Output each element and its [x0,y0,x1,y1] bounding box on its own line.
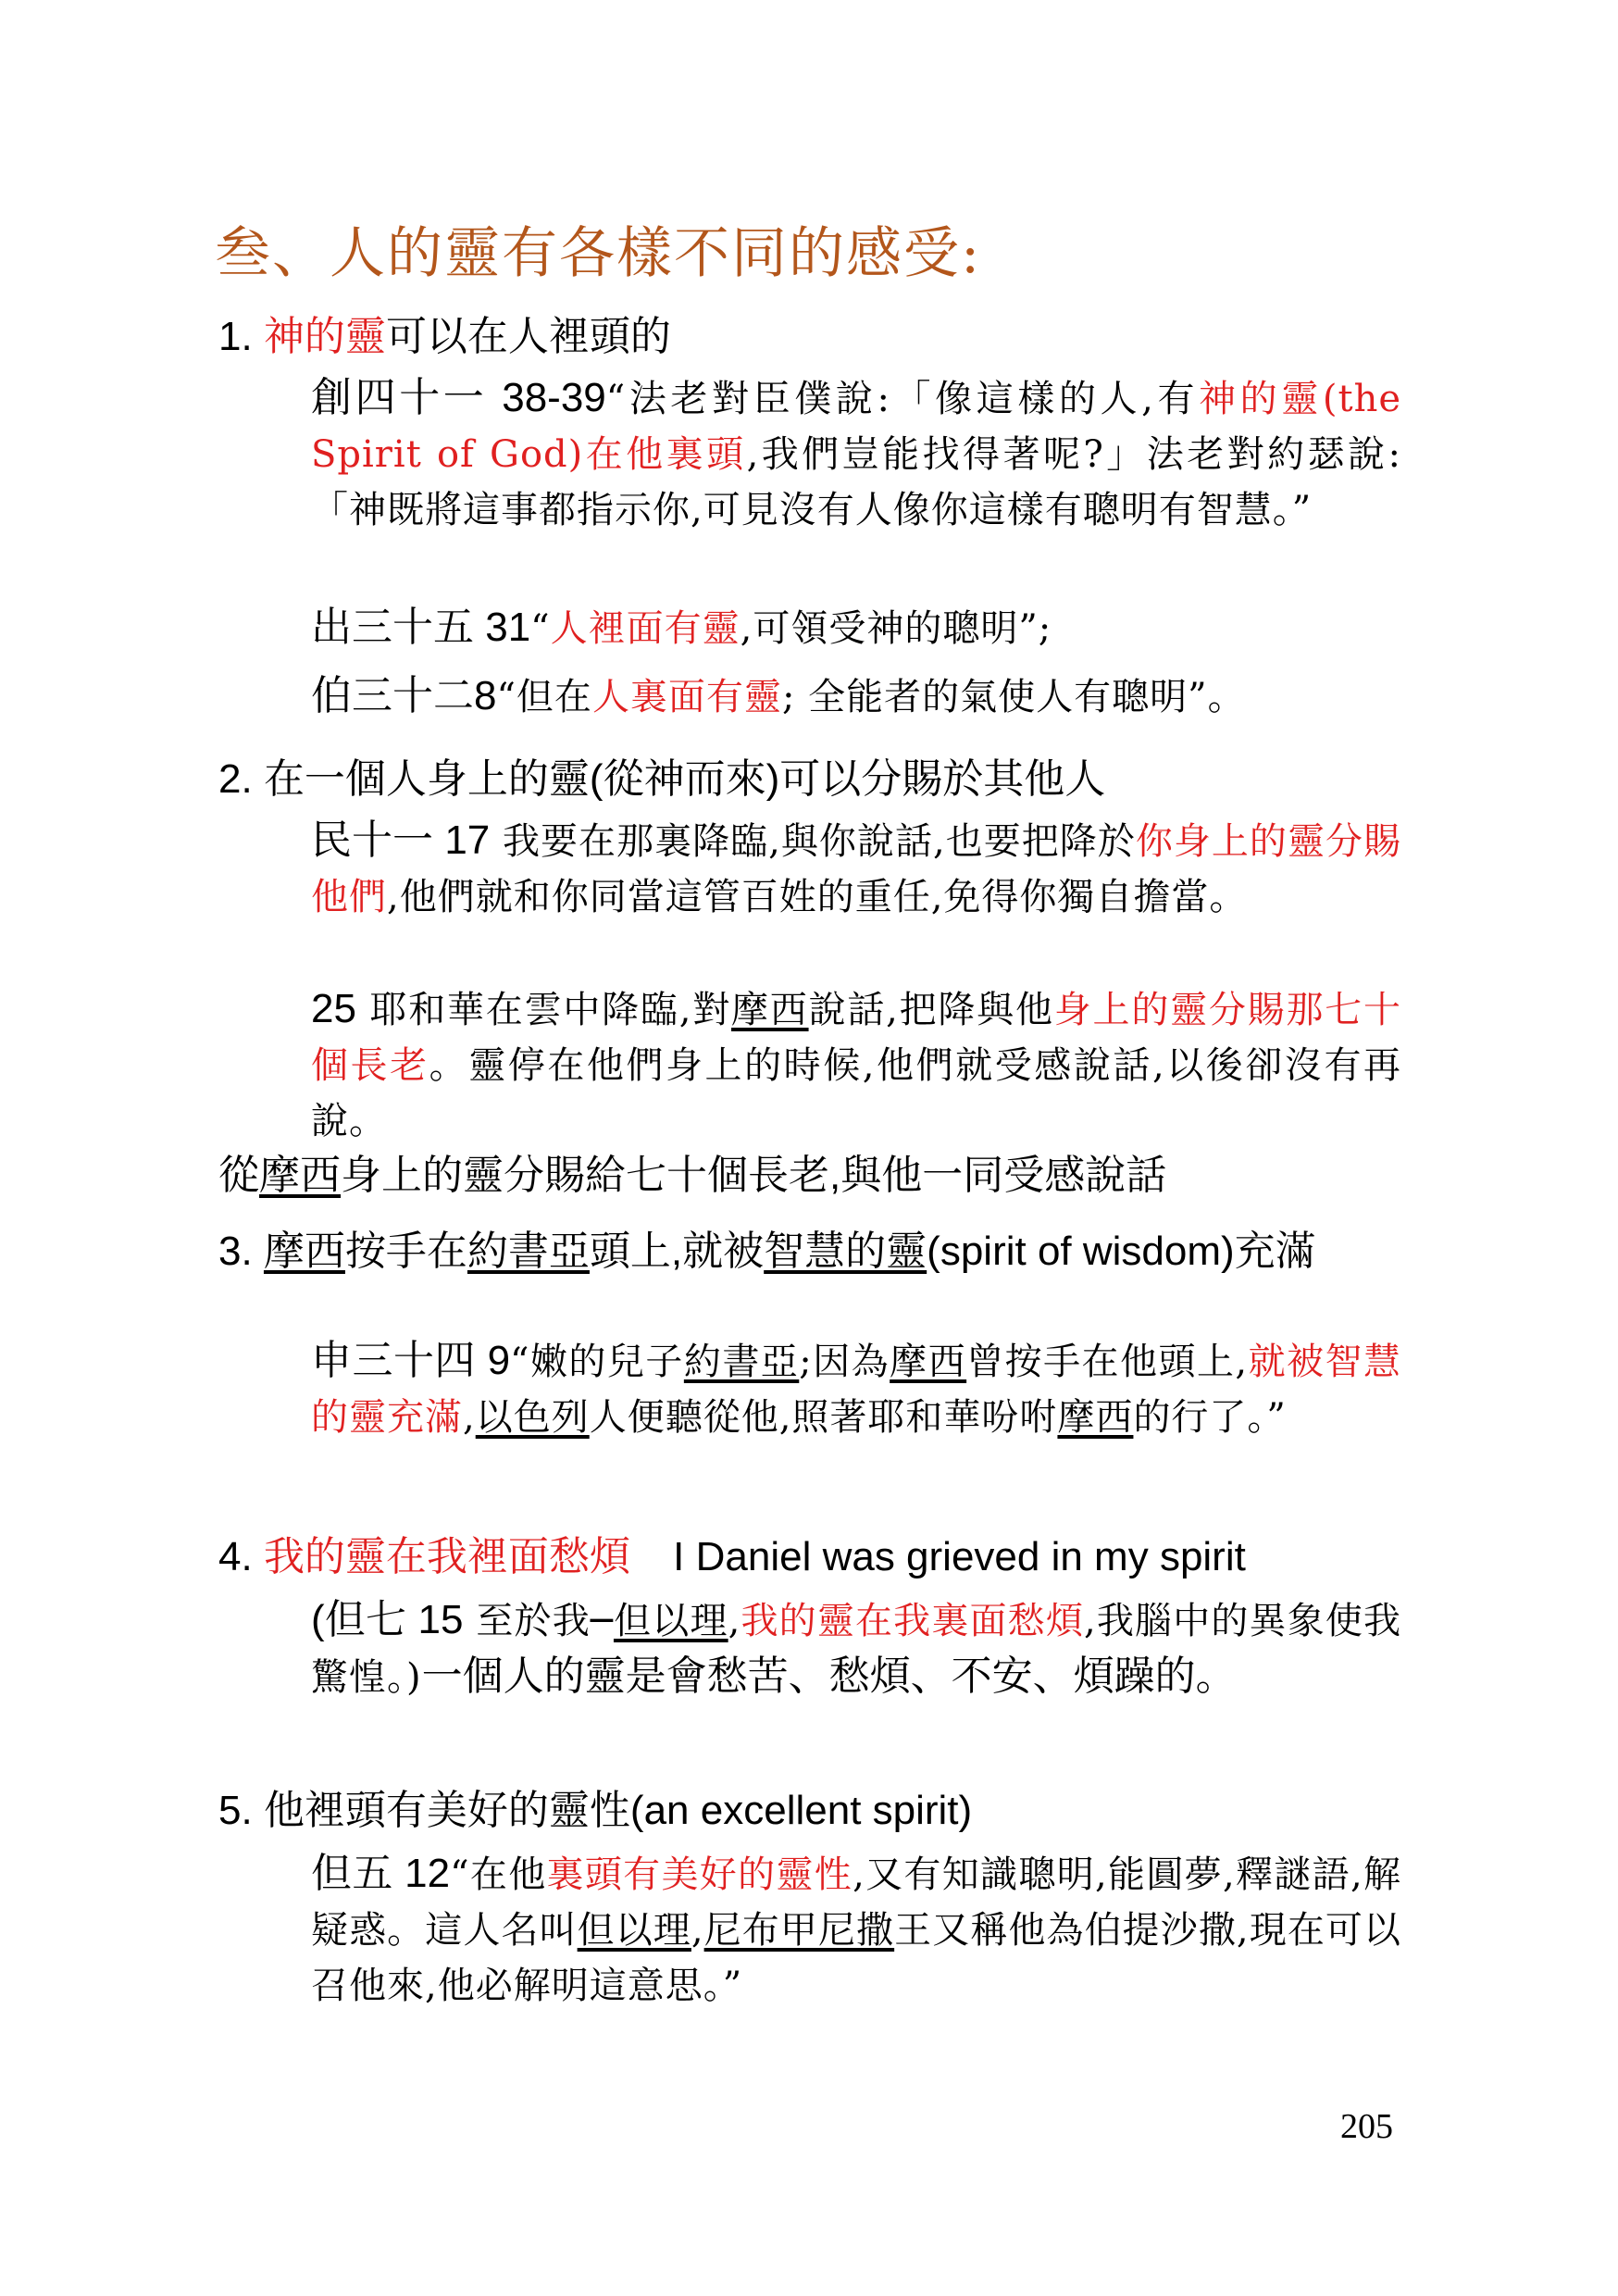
verse-text: 至於我─ [463,1600,614,1642]
verse-text: 我要在那裏降臨,與你說話,也要把降於 [490,820,1136,863]
verse-text: ,我腦中的異象使我驚惶。) [311,1600,1402,1699]
verse-reference: 創四十一 38-39 [311,375,606,420]
verse-reference: 但五 12 [311,1851,451,1896]
point-2-text: 在一個人身上的靈(從神而來)可以分賜於其他人 [263,756,1106,802]
verse-job-32 [311,668,1401,725]
verse-text: ,又有知識聰明,能圓夢,釋謎語,解疑惑。這人名叫 [311,1853,1402,1952]
verse-highlight: 人裏面有靈 [591,676,782,718]
underlined-name: 尼布甲尼撒 [703,1909,895,1952]
verse-reference: (但七 15 [311,1597,464,1642]
verse-reference: 伯三十二8 [311,673,497,718]
underlined-name: 但以理 [613,1600,728,1642]
point-3 [218,1224,1329,1279]
point-5-number: 5. [218,1788,253,1833]
verse-ex-35 [311,600,1401,656]
point-3-text: 按手在 [344,1229,467,1274]
verse-text: , [691,1909,704,1952]
verse-deut-34 [311,1333,1401,1445]
verse-text: 人便聽從他,照著耶和華吩咐 [589,1396,1058,1439]
underlined-name: 約書亞 [683,1341,800,1383]
verse-text: 王又稱他為伯提沙撒,現在可以召他來,他必解明這意思。” [311,1909,1402,2007]
point-5-text: 他裡頭有美好的靈性(an excellent spirit) [263,1788,973,1833]
underlined-name: 但以理 [577,1909,691,1952]
point-1 [218,309,1413,365]
point-3-text: (spirit of wisdom)充滿 [927,1229,1316,1274]
underlined-name: 摩西 [890,1341,967,1383]
point-1-number: 1. [218,314,253,359]
verse-num-11-17 [311,813,1401,925]
verse-highlight: 人裡面有靈 [550,607,741,650]
underlined-name: 摩西 [730,989,809,1031]
point-2-number: 2. [218,756,253,802]
commentary-text: 一個人的靈是會愁苦、愁煩、不安、煩躁的。 [421,1653,1237,1699]
point-3-text: 頭上,就被 [589,1229,765,1274]
point-4-number: 4. [218,1534,253,1579]
verse-highlight: 我的靈在我裏面愁煩 [741,1600,1084,1642]
verse-text: ; 全能者的氣使人有聰明”。 [781,676,1246,718]
verse-text: ,他們就和你同當這管百姓的重任,免得你獨自擔當。 [387,876,1248,918]
verse-highlight: 你身上的靈分賜他們 [311,820,1401,918]
point-4-highlight: 我的靈在我裡面愁煩 [263,1534,630,1579]
verse-text: “法老對臣僕說:「像這樣的人,有 [605,378,1200,420]
point-2 [218,752,1413,807]
point-4-english: I Daniel was grieved in my spirit [673,1534,1246,1579]
verse-dan-7 [311,1592,1401,1705]
verse-text: 曾按手在他頭上, [966,1341,1249,1383]
verse-reference: 出三十五 31 [311,605,531,650]
summary-text: 從 [218,1153,259,1198]
verse-gen-41 [311,370,1401,538]
underlined-name: 摩西 [263,1229,345,1274]
verse-highlight: 身上的靈分賜那七十個長老 [311,989,1402,1087]
verse-text: ;因為 [799,1341,890,1383]
verse-text: 說話,把降與他 [808,989,1054,1031]
underlined-name: 約書亞 [467,1229,590,1274]
verse-text: 。靈停在他們身上的時候,他們就受感說話,以後卻沒有再說。 [311,1044,1401,1142]
verse-num-11-25 [311,981,1401,1149]
verse-text: ,可領受神的聰明”; [740,607,1052,650]
summary-line [218,1148,1413,1204]
verse-reference: 民十一 17 [311,817,491,863]
verse-text: “在他 [450,1853,547,1896]
verse-text: “ [530,607,551,650]
verse-highlight: 裏頭有美好的靈性 [546,1853,853,1896]
verse-text: ,我們豈能找得著呢?」法老對約瑟說:「神既將這事都指示你,可見沒有人像你這樣有聰明有智慧。” [311,433,1401,531]
verse-text: 的行了。” [1133,1396,1287,1439]
verse-text: “嫩的兒子 [510,1341,684,1383]
section-heading: 叁、人的靈有各樣不同的感受: [215,221,982,286]
point-1-text: 可以在人裡頭的 [385,314,671,359]
verse-dan-5 [311,1846,1401,2014]
verse-highlight: 就被智慧的靈充滿 [311,1341,1402,1439]
verse-highlight: 神的靈(the Spirit of God)在他裏頭 [311,378,1402,476]
underlined-name: 以色列 [475,1396,590,1439]
underlined-name: 摩西 [259,1153,341,1198]
point-5 [218,1783,1413,1839]
underlined-term: 智慧的靈 [764,1229,927,1274]
point-1-highlight: 神的靈 [263,314,386,359]
underlined-name: 摩西 [1057,1396,1134,1439]
point-4 [218,1529,1413,1585]
verse-text: , [463,1396,476,1439]
verse-reference: 申三十四 9 [311,1338,511,1383]
verse-reference: 25 [311,986,356,1031]
verse-text: “但在 [496,676,592,718]
verse-text: , [728,1600,741,1642]
point-3-number: 3. [218,1229,253,1274]
summary-text: 身上的靈分賜給七十個長老,與他一同受感說話 [341,1153,1167,1198]
page-number: 205 [1340,2107,1393,2146]
verse-text: 耶和華在雲中降臨,對 [355,989,731,1031]
